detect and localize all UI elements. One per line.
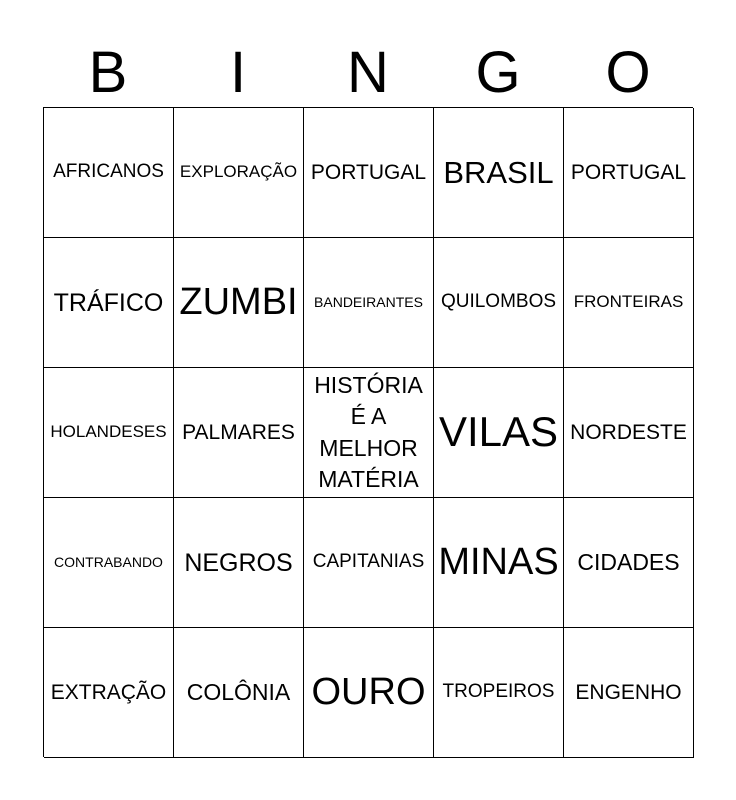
cell-word: BRASIL: [443, 154, 554, 190]
cell-word: EXPLORAÇÃO: [179, 162, 298, 182]
cell-word: HISTÓRIA É A MELHOR MATÉRIA: [314, 372, 423, 492]
bingo-cell[interactable]: [304, 498, 434, 628]
cell-word: PORTUGAL: [310, 160, 427, 184]
bingo-cell[interactable]: [174, 368, 304, 498]
cell-word: HOLANDESES: [50, 422, 167, 442]
bingo-cell[interactable]: [434, 238, 564, 368]
bingo-cell[interactable]: [304, 628, 434, 758]
header-letter-b: B: [88, 40, 128, 105]
header-letter-i: I: [229, 40, 247, 105]
bingo-cell[interactable]: [174, 108, 304, 238]
bingo-cell[interactable]: [564, 498, 694, 628]
cell-word: TROPEIROS: [442, 681, 555, 703]
bingo-cell[interactable]: [564, 628, 694, 758]
cell-word: CIDADES: [577, 548, 680, 575]
bingo-cell[interactable]: [564, 108, 694, 238]
cell-word: VILAS: [438, 408, 559, 456]
bingo-cell[interactable]: [44, 498, 174, 628]
bingo-cell[interactable]: [304, 108, 434, 238]
header-letter-g: G: [475, 40, 521, 105]
bingo-cell[interactable]: [564, 368, 694, 498]
cell-word: NEGROS: [184, 548, 293, 577]
bingo-cell[interactable]: [434, 628, 564, 758]
cell-word: FRONTEIRAS: [573, 292, 684, 312]
cell-word: OURO: [311, 670, 426, 713]
bingo-cell[interactable]: [44, 628, 174, 758]
bingo-cell[interactable]: [434, 498, 564, 628]
cell-word: AFRICANOS: [53, 161, 164, 183]
cell-word: ZUMBI: [179, 280, 298, 323]
cell-word: BANDEIRANTES: [314, 294, 423, 311]
bingo-cell[interactable]: [44, 108, 174, 238]
cell-word: TRÁFICO: [53, 288, 164, 317]
bingo-cell[interactable]: [174, 498, 304, 628]
bingo-cell[interactable]: [564, 238, 694, 368]
header-letter-n: N: [347, 40, 389, 105]
cell-word: QUILOMBOS: [440, 291, 557, 313]
bingo-cell[interactable]: [44, 368, 174, 498]
bingo-cell[interactable]: [174, 238, 304, 368]
bingo-header: [43, 40, 693, 106]
cell-word: ENGENHO: [575, 680, 682, 704]
cell-word: CAPITANIAS: [312, 551, 425, 573]
cell-word: CONTRABANDO: [54, 554, 163, 571]
cell-word: EXTRAÇÃO: [50, 680, 167, 704]
cell-word: PALMARES: [182, 420, 295, 444]
cell-word: PORTUGAL: [570, 160, 687, 184]
bingo-board: [43, 107, 693, 757]
bingo-cell-center[interactable]: [304, 368, 434, 498]
bingo-cell[interactable]: [44, 238, 174, 368]
cell-word: NORDESTE: [570, 420, 687, 444]
bingo-cell[interactable]: [434, 108, 564, 238]
bingo-cell[interactable]: [174, 628, 304, 758]
cell-word: MINAS: [438, 540, 559, 583]
header-letter-o: O: [605, 40, 651, 105]
bingo-cell[interactable]: [434, 368, 564, 498]
cell-word: COLÔNIA: [186, 678, 291, 705]
bingo-cell[interactable]: [304, 238, 434, 368]
